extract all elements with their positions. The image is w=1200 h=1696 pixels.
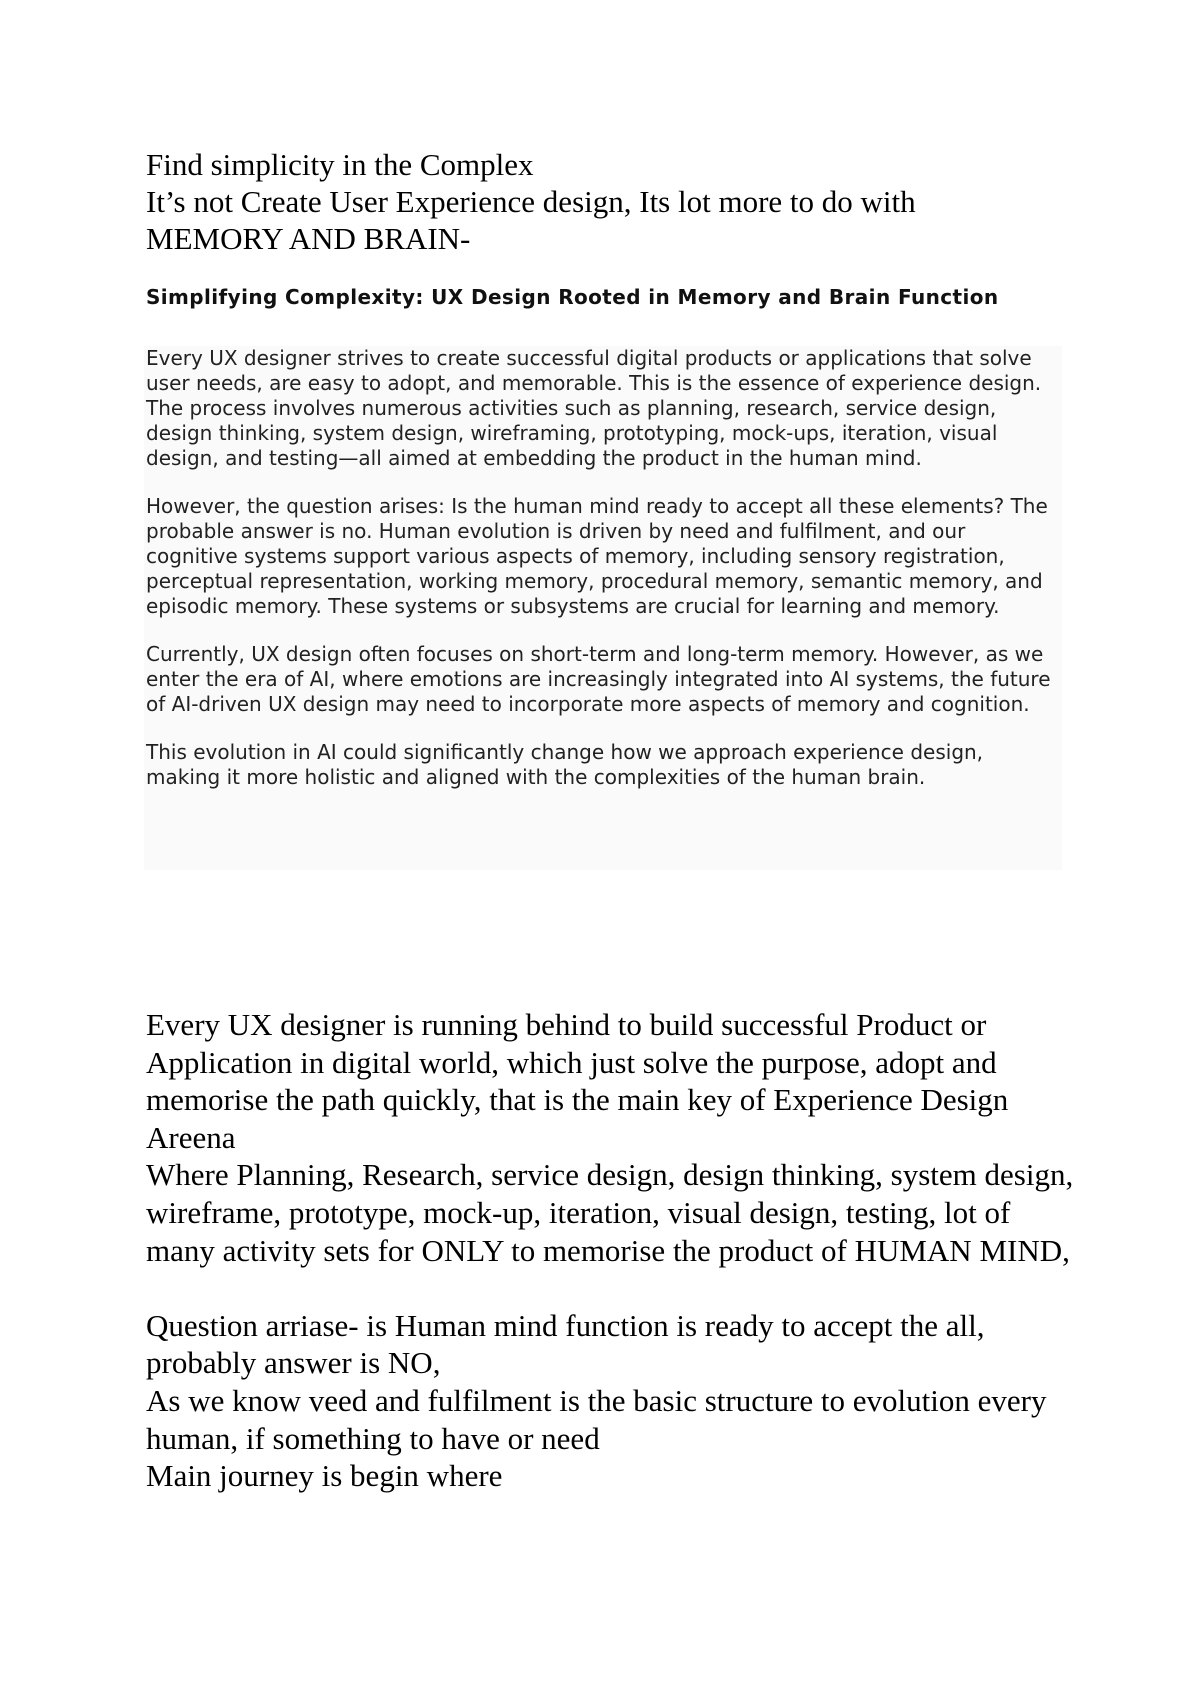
draft-paragraph: Main journey is begin where	[146, 1458, 503, 1494]
draft-paragraph: Every UX designer is running behind to build successful Product or Application in digital world, which just solve the purpose, adopt and memorise the path quickly, that is the main key of Experience Design Areena	[146, 1007, 1009, 1155]
draft-paragraph: As we know veed and fulfilment is the basic structure to evolution every human, if something to have or need	[146, 1382, 1047, 1456]
paragraph-gap	[146, 1269, 1086, 1307]
draft-paragraph: Where Planning, Research, service design, design thinking, system design, wireframe, prototype, mock-up, iteration, visual design, testing, lot of many activity sets for ONLY to memorise the product of HUMAN MIND,	[146, 1157, 1074, 1268]
document-header	[146, 146, 1106, 257]
article-paragraph: However, the question arises: Is the human mind ready to accept all these elements? The probable answer is no. Human evolution is driven by need and fulfilment, and our cognitive systems support various aspects of memory, including sensory registration, perceptual representation, working memory, procedural memory, semantic memory, and episodic memory. These systems or subsystems are crucial for learning and memory.	[146, 494, 1048, 618]
draft-notes	[146, 1006, 1086, 1495]
header-line-title: Find simplicity in the Complex	[146, 147, 534, 182]
article-paragraph: Every UX designer strives to create successful digital products or applications that solve user needs, are easy to adopt, and memorable. This is the essence of experience design. The process involves numerous activities such as planning, research, service design, design thinking, system design, wireframing, prototyping, mock-ups, iteration, visual design, and testing—all aimed at embedding the product in the human mind.	[146, 346, 1042, 470]
article-subheading: Simplifying Complexity: UX Design Rooted in Memory and Brain Function	[146, 285, 999, 309]
article-body-box	[144, 346, 1062, 870]
article-paragraph: This evolution in AI could significantly change how we approach experience design, making it more holistic and aligned with the complexities of the human brain.	[146, 740, 984, 789]
article-paragraph: Currently, UX design often focuses on short-term and long-term memory. However, as we enter the era of AI, where emotions are increasingly integrated into AI systems, the future of AI-driven UX design may need to incorporate more aspects of memory and cognition.	[146, 642, 1051, 716]
header-line-subtitle: It’s not Create User Experience design, Its lot more to do with	[146, 184, 916, 219]
header-line-emphasis: MEMORY AND BRAIN-	[146, 221, 471, 256]
draft-paragraph: Question arriase- is Human mind function is ready to accept the all, probably answer is NO,	[146, 1307, 985, 1381]
